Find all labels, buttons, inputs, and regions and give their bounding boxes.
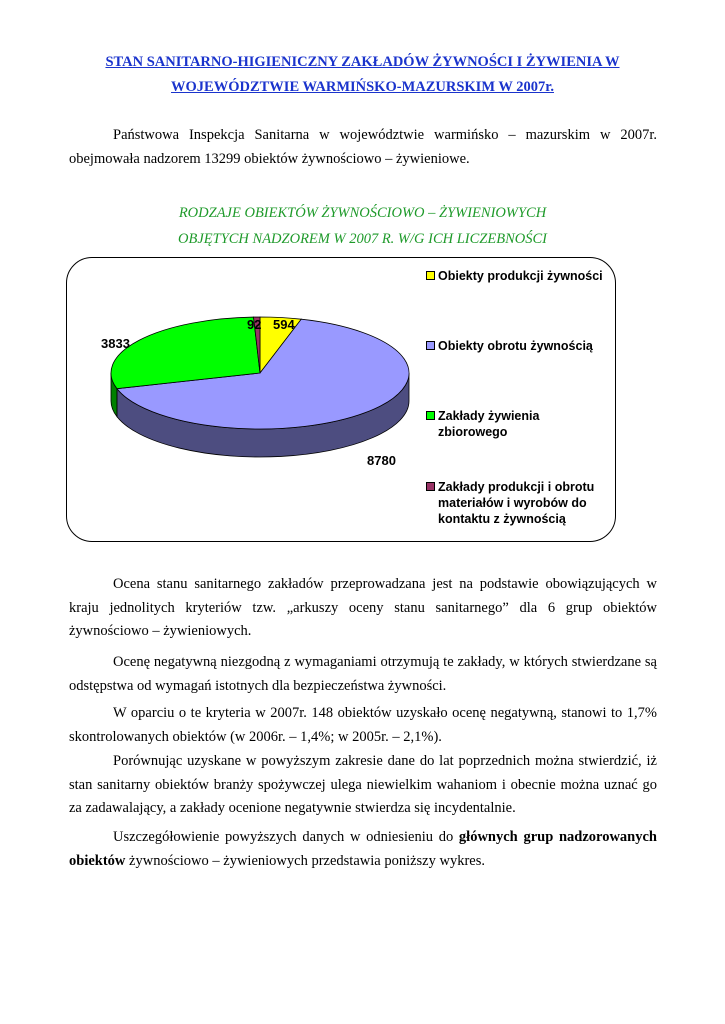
paragraph-statistics: W oparciu o te kryteria w 2007r. 148 obiektów uzyskało ocenę negatywną, stanowi to 1,7% skontrolowanych obiektów (w 2006r. – 1,4%; w 2005r. – 2,1%). xyxy=(69,705,657,745)
legend-label: Obiekty produkcji żywności xyxy=(438,269,603,283)
paragraph-assessment-criteria: Ocena stanu sanitarnego zakładów przeprowadzana jest na podstawie obowiązujących w kraju jednolitych kryteriów tzw. „arkuszy oceny stanu sanitarnego” dla 6 grup obiektów żywnościowo – żywieniowych. xyxy=(69,576,657,639)
legend-label: Obiekty obrotu żywnością xyxy=(438,339,593,353)
pie-chart-frame xyxy=(66,257,616,542)
data-label-594: 594 xyxy=(273,317,295,332)
data-label-8780: 8780 xyxy=(367,453,396,468)
chart-title-line-2: OBJĘTYCH NADZOREM W 2007 R. W/G ICH LICZEBNOŚCI xyxy=(178,231,547,247)
chart-title-line-1: RODZAJE OBIEKTÓW ŻYWNOŚCIOWO – ŻYWIENIOWYCH xyxy=(178,205,547,221)
legend-swatch-yellow xyxy=(426,271,435,280)
legend-label: Zakłady produkcji i obrotu materiałów i wyrobów do kontaktu z żywnością xyxy=(438,480,595,526)
paragraph-negative-assessment: Ocenę negatywną niezgodną z wymaganiami otrzymują te zakłady, w których stwierdzane są odstępstwa od wymagań istotnych dla bezpieczeństwa żywności. xyxy=(69,654,657,694)
document-title-line-2: WOJEWÓDZTWIE WARMIŃSKO-MAZURSKIM W 2007r. xyxy=(171,79,554,95)
data-label-3833: 3833 xyxy=(101,336,130,351)
paragraph-comparison: Porównując uzyskane w powyższym zakresie dane do lat poprzednich można stwierdzić, iż stan sanitarny obiektów branży spożywczej ulega niewielkim wahaniom i obecnie można uznać go za zadawalający, a zakłady ocenione negatywnie stwierdza się incydentalnie. xyxy=(69,753,657,816)
data-label-92: 92 xyxy=(247,317,262,332)
legend-swatch-blue xyxy=(426,341,435,350)
intro-paragraph: Państwowa Inspekcja Sanitarna w województwie warmińsko – mazurskim w 2007r. obejmowała nadzorem 13299 obiektów żywnościowo – żywieniowe. xyxy=(69,127,657,167)
legend-swatch-green xyxy=(426,411,435,420)
legend-label: Zakłady żywienia zbiorowego xyxy=(438,409,540,439)
document-title-line-1: STAN SANITARNO-HIGIENICZNY ZAKŁADÓW ŻYWNOŚCI I ŻYWIENIA W xyxy=(105,54,620,70)
legend-item-trade xyxy=(426,338,611,358)
legend-item-catering xyxy=(426,408,611,448)
legend-item-production xyxy=(426,268,611,288)
legend-swatch-purple xyxy=(426,482,435,491)
paragraph-details: Uszczegółowienie powyższych danych w odniesieniu do głównych grup nadzorowanych obiektów żywnościowo – żywieniowych przedstawia poniższy wykres. xyxy=(69,829,657,869)
legend-item-materials xyxy=(426,479,611,531)
